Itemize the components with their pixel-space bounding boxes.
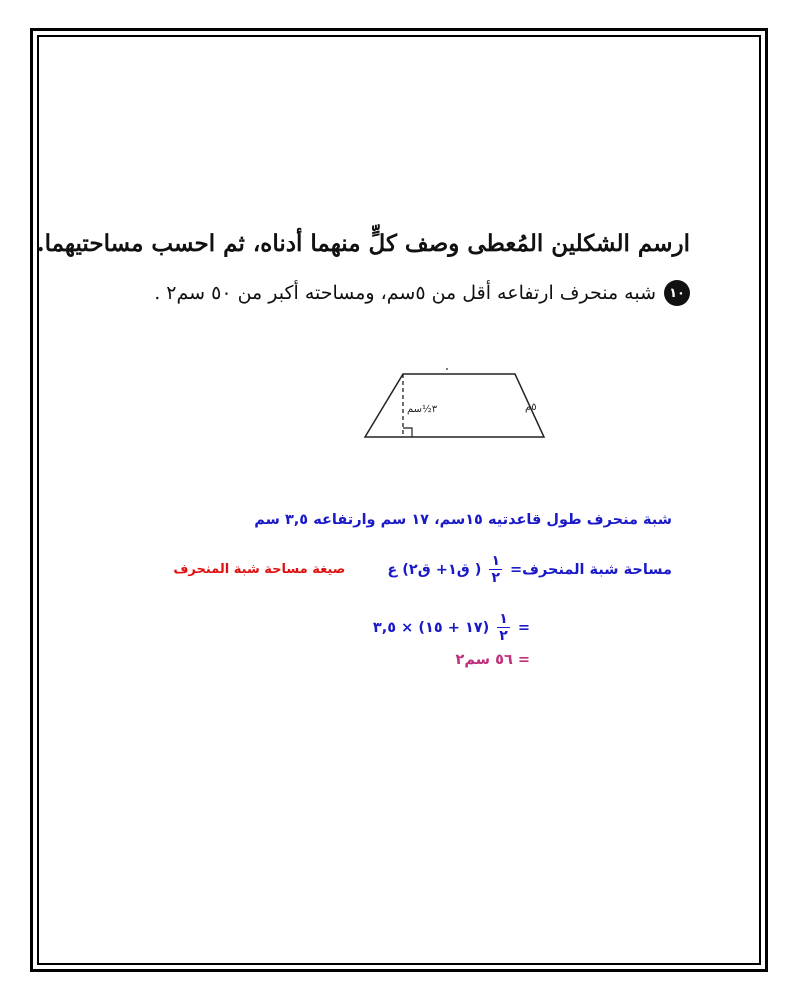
top-dot (446, 368, 448, 370)
formula-terms: ( ق١+ ق٢) ع (387, 561, 482, 578)
trapezoid-figure (355, 360, 555, 444)
problem-number-badge: ١٠ (664, 280, 690, 306)
equals-sign: = (517, 619, 530, 636)
page-border-inner (37, 35, 761, 965)
height-label: ٣½سم (407, 404, 438, 415)
exercise-heading: ارسم الشكلين المُعطى وصف كلٍّ منهما أدناه، ثم احسب مساحتيهما. (36, 230, 690, 257)
substitution-line (373, 612, 530, 643)
fraction-half: $\frac{١}{٢}$ (491, 553, 500, 586)
substitution-expression: (١٧ + ١٥) × ٣,٥ (372, 619, 490, 636)
formula-name: صيغة مساحة شبة المنحرف (173, 562, 346, 577)
fraction-half-2: $\frac{١}{٢}$ (499, 611, 508, 644)
area-formula-line (173, 554, 672, 585)
area-label: مساحة شبة المنحرف= (509, 561, 672, 578)
problem-statement (154, 280, 690, 306)
right-angle-marker (403, 428, 412, 437)
result-line: = ٥٦ سم٢ (455, 652, 530, 668)
trapezoid-shape (365, 374, 544, 437)
trapezoid-description: شبة منحرف طول قاعدتيه ١٥سم، ١٧ سم وارتفاعه ٣,٥ سم (254, 512, 672, 528)
side-label: ٥م (525, 402, 537, 413)
problem-text: شبه منحرف ارتفاعه أقل من ٥سم، ومساحته أكبر من ٥٠ سم٢ . (154, 282, 656, 304)
